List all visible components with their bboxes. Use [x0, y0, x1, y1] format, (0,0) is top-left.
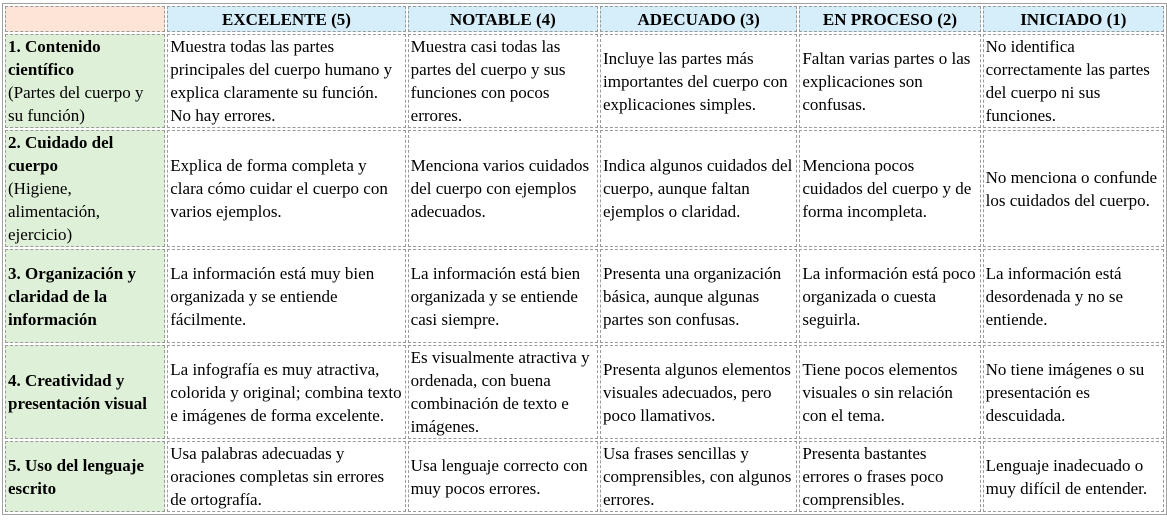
criterion-cell	[5, 34, 165, 128]
rubric-cell: Indica algunos cuidados del cuerpo, aunque faltan ejemplos o claridad.	[600, 130, 797, 247]
criterion-cell	[5, 249, 165, 343]
rubric-cell: No identifica correctamente las partes del cuerpo ni sus funciones.	[983, 34, 1164, 128]
rubric-cell: La infografía es muy atractiva, colorida y original; combina texto e imágenes de forma excelente.	[167, 345, 405, 439]
criterion-cell	[5, 441, 165, 512]
criterion-title: 5. Uso del lenguaje escrito	[8, 455, 144, 498]
rubric-cell: Usa palabras adecuadas y oraciones completas sin errores de ortografía.	[167, 441, 405, 512]
table-row	[5, 441, 1164, 512]
criterion-cell	[5, 130, 165, 247]
rubric-cell: Usa frases sencillas y comprensibles, con algunos errores.	[600, 441, 797, 512]
rubric-cell: Lenguaje inadecuado o muy difícil de entender.	[983, 441, 1164, 512]
rubric-cell: La información está muy bien organizada y se entiende fácilmente.	[167, 249, 405, 343]
rubric-table	[2, 3, 1167, 515]
criterion-title: 4. Creatividad y presentación visual	[8, 371, 148, 413]
rubric-cell: La información está desordenada y no se entiende.	[983, 249, 1164, 343]
rubric-cell: Es visualmente atractiva y ordenada, con buena combinación de texto e imágenes.	[408, 345, 598, 439]
rubric-cell: Explica de forma completa y clara cómo cuidar el cuerpo con varios ejemplos.	[167, 130, 405, 247]
table-row	[5, 130, 1164, 247]
criterion-title: 2. Cuidado del cuerpo	[8, 133, 114, 175]
header-level-iniciado: INICIADO (1)	[983, 6, 1164, 32]
rubric-cell: Presenta una organización básica, aunque algunas partes son confusas.	[600, 249, 797, 343]
header-corner-cell	[5, 6, 165, 32]
rubric-cell: Presenta bastantes errores o frases poco comprensibles.	[799, 441, 980, 512]
rubric-cell: Muestra todas las partes principales del cuerpo humano y explica claramente su función. No hay errores.	[167, 34, 405, 128]
table-row	[5, 34, 1164, 128]
criterion-title: 1. Contenido científico	[8, 37, 101, 79]
header-row	[5, 6, 1164, 32]
rubric-cell: Usa lenguaje correcto con muy pocos errores.	[408, 441, 598, 512]
rubric-cell: Muestra casi todas las partes del cuerpo y sus funciones con pocos errores.	[408, 34, 598, 128]
rubric-cell: No tiene imágenes o su presentación es descuidada.	[983, 345, 1164, 439]
criterion-subtitle: (Partes del cuerpo y su función)	[8, 83, 144, 125]
rubric-cell: Presenta algunos elementos visuales adecuados, pero poco llamativos.	[600, 345, 797, 439]
rubric-cell: Faltan varias partes o las explicaciones son confusas.	[799, 34, 980, 128]
header-level-notable: NOTABLE (4)	[408, 6, 598, 32]
header-level-excelente: EXCELENTE (5)	[167, 6, 405, 32]
rubric-cell: Incluye las partes más importantes del cuerpo con explicaciones simples.	[600, 34, 797, 128]
rubric-cell: Menciona varios cuidados del cuerpo con ejemplos adecuados.	[408, 130, 598, 247]
table-row	[5, 249, 1164, 343]
rubric-cell: Tiene pocos elementos visuales o sin relación con el tema.	[799, 345, 980, 439]
rubric-cell: No menciona o confunde los cuidados del cuerpo.	[983, 130, 1164, 247]
header-level-en-proceso: EN PROCESO (2)	[799, 6, 980, 32]
rubric-cell: La información está poco organizada o cuesta seguirla.	[799, 249, 980, 343]
rubric-cell: La información está bien organizada y se entiende casi siempre.	[408, 249, 598, 343]
table-row	[5, 345, 1164, 439]
criterion-cell	[5, 345, 165, 439]
rubric-cell: Menciona pocos cuidados del cuerpo y de forma incompleta.	[799, 130, 980, 247]
criterion-subtitle: (Higiene, alimentación, ejercicio)	[8, 179, 101, 244]
header-level-adecuado: ADECUADO (3)	[600, 6, 797, 32]
criterion-title: 3. Organización y claridad de la información	[8, 263, 136, 329]
